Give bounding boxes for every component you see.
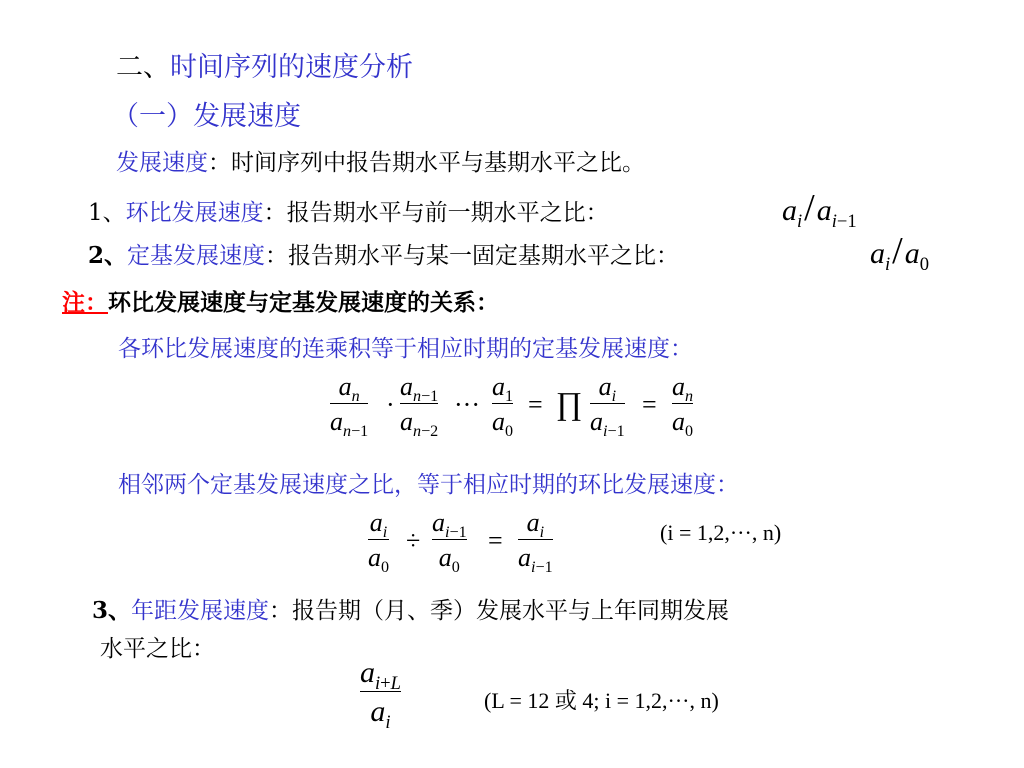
section-heading — [116, 45, 413, 84]
item1-formula: $a_i/a_{i-1}$ — [782, 187, 857, 232]
item3-text-2: 水平之比： — [100, 636, 215, 662]
item2-line — [88, 237, 679, 270]
item2-formula: $a_i/a_0$ — [870, 230, 930, 275]
item3-text-1: ：报告期（月、季）发展水平与上年同期发展 — [269, 598, 730, 624]
ellipsis-operator: ··· — [454, 390, 480, 419]
note-text: 环比发展速度与定基发展速度的关系： — [108, 289, 499, 316]
frac-a1-over-a0: $a_1$ $a_0$ — [492, 372, 514, 440]
subsection-heading: （一）发展速度 — [112, 101, 301, 132]
equals-operator: = — [488, 526, 503, 555]
item3-line1 — [92, 592, 729, 625]
item2-text: ：报告期水平与某一固定基期水平之比： — [265, 243, 680, 269]
frac-an-over-a0: $a_n$ $a_0$ — [672, 372, 694, 440]
formula-condition-2: (L = 12 或 4; i = 1,2,···, n) — [484, 688, 719, 713]
definition-term: 发展速度 — [116, 150, 208, 176]
item2-term: 定基发展速度 — [127, 243, 266, 269]
frac-ai-over-ai-1: $a_i$ $a_{i-1}$ — [590, 372, 625, 440]
frac-ai-over-a0: $a_i$ $a_0$ — [368, 508, 390, 576]
definition-text: ：时间序列中报告期水平与基期水平之比。 — [208, 150, 645, 176]
item1-text: ：报告期水平与前一期水平之比： — [263, 200, 609, 226]
product-operator: ∏ — [556, 385, 583, 421]
definition-line — [116, 144, 645, 177]
item3-number: 3、 — [92, 597, 132, 624]
note-line — [62, 284, 499, 317]
equals-operator: = — [642, 390, 657, 419]
item1-number: 1、 — [88, 200, 126, 226]
frac-ai+L-over-ai: $a_{i+L}$ $a_i$ — [360, 656, 402, 733]
frac-an-over-an-1: $a_n$ $a_{n-1}$ — [330, 372, 369, 440]
section-title: 时间序列的速度分析 — [170, 52, 413, 83]
dot-operator: · — [386, 390, 395, 419]
item1-term: 环比发展速度 — [125, 200, 264, 226]
item2-number: 2、 — [88, 242, 128, 269]
section-number: 二、 — [116, 52, 170, 83]
formula-condition-1: (i = 1,2,···, n) — [660, 520, 782, 545]
equals-operator: = — [528, 390, 543, 419]
note-label: 注： — [62, 289, 108, 316]
relation2-text: 相邻两个定基发展速度之比，等于相应时期的环比发展速度： — [118, 472, 739, 498]
item3-term: 年距发展速度 — [131, 598, 270, 624]
frac-ai-over-ai-1: $a_i$ $a_{i-1}$ — [518, 508, 553, 576]
relation1-text: 各环比发展速度的连乘积等于相应时期的定基发展速度： — [118, 336, 693, 362]
frac-ai-1-over-a0: $a_{i-1}$ $a_0$ — [432, 508, 467, 576]
frac-an-1-over-an-2: $a_{n-1}$ $a_{n-2}$ — [400, 372, 439, 440]
divide-operator: ÷ — [406, 526, 421, 555]
item1-line — [88, 194, 609, 227]
